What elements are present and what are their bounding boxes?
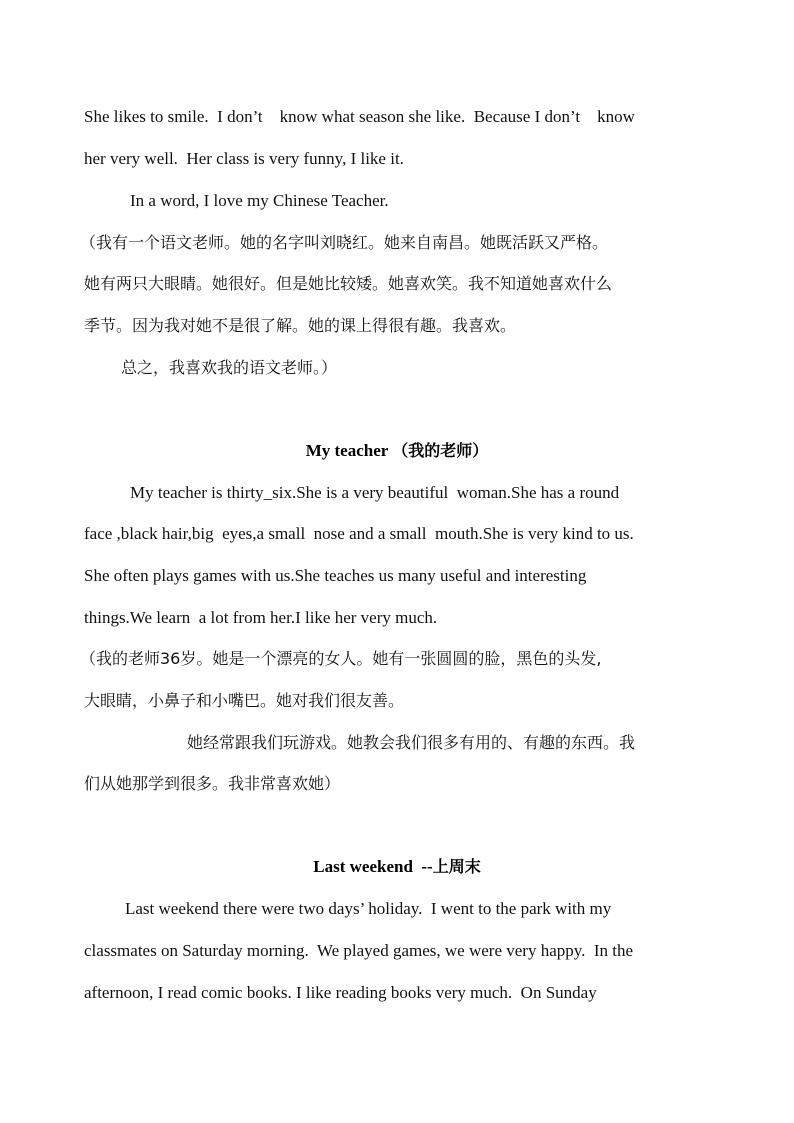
paragraph-line-zh: 她经常跟我们玩游戏。她教会我们很多有用的、有趣的东西。我	[187, 733, 636, 752]
section-heading	[0, 856, 794, 878]
heading-english: My teacher	[305, 441, 389, 460]
paragraph-line: She often plays games with us.She teaches us many useful and interesting	[84, 566, 587, 585]
paragraph-line: things.We learn a lot from her.I like her very much.	[84, 608, 438, 627]
paragraph-line: In a word, I love my Chinese Teacher.	[130, 191, 389, 210]
paragraph-line: She likes to smile. I don’t know what season she like. Because I don’t know	[84, 107, 635, 126]
paragraph-line-zh: （我有一个语文老师。她的名字叫刘晓红。她来自南昌。她既活跃又严格。	[80, 233, 609, 252]
paragraph-line: classmates on Saturday morning. We played games, we were very happy. In the	[84, 941, 634, 960]
paragraph-line: face ,black hair,big eyes,a small nose and a small mouth.She is very kind to us.	[84, 524, 634, 543]
paragraph-line-zh: 大眼睛，小鼻子和小嘴巴。她对我们很友善。	[84, 691, 405, 710]
paragraph-line: My teacher is thirty_six.She is a very beautiful woman.She has a round	[130, 483, 620, 502]
paragraph-line-zh: （我的老师36岁。她是一个漂亮的女人。她有一张圆圆的脸，黑色的头发,	[80, 649, 602, 668]
paragraph-line-zh: 总之，我喜欢我的语文老师。）	[121, 358, 338, 377]
paragraph-line: afternoon, I read comic books. I like reading books very much. On Sunday	[84, 983, 597, 1002]
heading-chinese: （我的老师）	[392, 441, 489, 460]
paragraph-line-zh: 们从她那学到很多。我非常喜欢她）	[84, 774, 341, 793]
paragraph-line: Last weekend there were two days’ holiday. I went to the park with my	[125, 899, 612, 918]
heading-chinese: 上周末	[432, 857, 481, 876]
section-heading	[0, 440, 794, 462]
paragraph-line-zh: 季节。因为我对她不是很了解。她的课上得很有趣。我喜欢。	[84, 316, 517, 335]
paragraph-line: her very well. Her class is very funny, I like it.	[84, 149, 404, 168]
paragraph-line-zh: 她有两只大眼睛。她很好。但是她比较矮。她喜欢笑。我不知道她喜欢什么	[84, 274, 613, 293]
heading-english: Last weekend --	[313, 857, 433, 876]
